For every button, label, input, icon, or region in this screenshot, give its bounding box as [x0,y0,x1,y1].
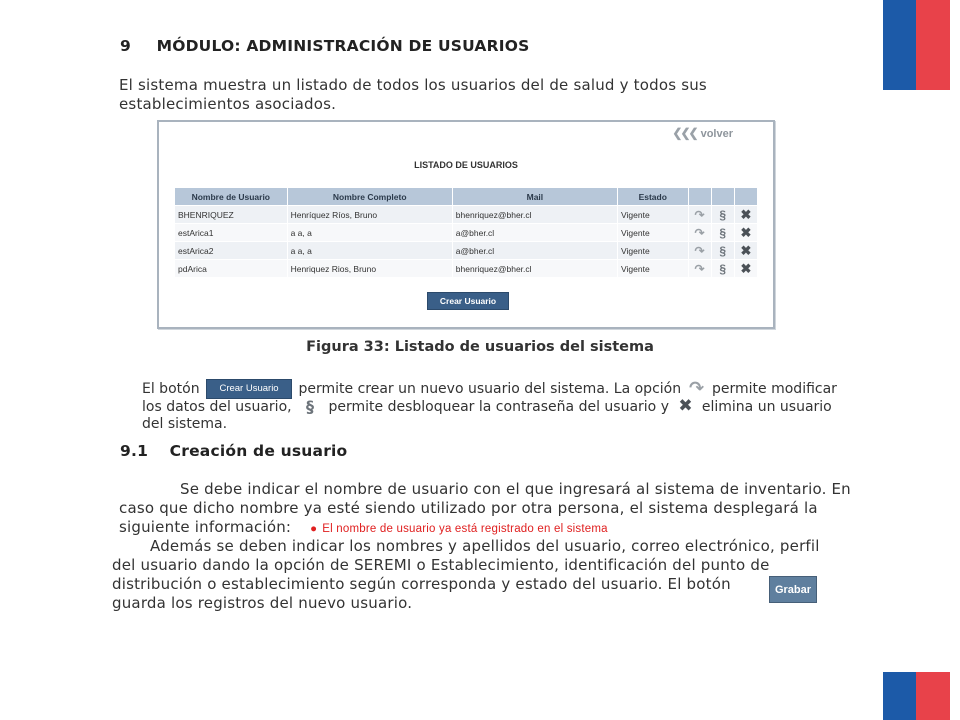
delete-icon[interactable]: ✖ [734,260,757,278]
explain-line-1: El botón Crear Usuario permite crear un nuevo usuario del sistema. La opción ↷ permite modificar [142,378,837,400]
create-user-button[interactable]: Crear Usuario [427,292,509,310]
unlock-icon-inline: § [306,397,315,416]
explain-line-2: los datos del usuario, § permite desbloquear la contraseña del usuario y ✖ elimina un usuario [142,396,832,416]
subsection-number: 9.1 [120,442,149,460]
intro-paragraph [119,76,707,114]
cell-mail: bhenriquez@bher.cl [452,206,617,224]
section-title: MÓDULO: ADMINISTRACIÓN DE USUARIOS [156,37,530,55]
delete-icon[interactable]: ✖ [734,242,757,260]
subsection-title: Creación de usuario [169,442,348,460]
list-title: LISTADO DE USUARIOS [414,160,518,170]
cell-username: estArica2 [175,242,288,260]
username-exists-error: El nombre de usuario ya está registrado en el sistema [322,523,608,535]
intro-line-1: El sistema muestra un listado de todos los usuarios del de salud y todos sus [119,76,707,94]
flag-top-blue [883,0,916,90]
cell-username: pdArica [175,260,288,278]
edit-icon-inline: ↷ [689,378,705,400]
table-row [175,260,758,278]
flag-bottom-blue [883,672,916,720]
explain-line-3: del sistema. [142,416,228,432]
error-bullet-icon: ● [310,523,318,535]
table-header-row [175,188,758,206]
unlock-icon[interactable]: § [711,242,734,260]
unlock-icon[interactable]: § [711,260,734,278]
cell-username: BHENRIQUEZ [175,206,288,224]
cell-mail: bhenriquez@bher.cl [452,260,617,278]
edit-icon[interactable]: ↷ [688,242,711,260]
back-arrows-icon: ❮❮❮ [672,126,697,140]
cell-fullname: Henriquez Rios, Bruno [287,260,452,278]
creation-paragraph-2: Además se deben indicar los nombres y apellidos del usuario, correo electrónico, perfil del usuario dando la opción de SEREMI o Establecimiento, identificación del punto de distribución o establecimiento según corresponda y estado del usuario. El botón guarda los registros del nuevo usuario. [112,537,820,612]
table-row [175,242,758,260]
unlock-icon[interactable]: § [711,224,734,242]
col-header-edit [688,188,711,206]
col-header-status: Estado [618,188,689,206]
cell-fullname: a a, a [287,242,452,260]
delete-icon[interactable]: ✖ [734,224,757,242]
users-table [174,187,758,278]
creation-paragraph-1: Se debe indicar el nombre de usuario con el que ingresará al sistema de inventario. En caso que dicho nombre ya esté siendo utilizado por otra persona, el sistema desplegará la siguiente información: ● El nombre de usuario ya está registrado en el sistema [119,480,851,536]
cell-mail: a@bher.cl [452,224,617,242]
figure-users-list [157,120,775,329]
volver-link[interactable]: ❮❮❮ volver [672,126,733,140]
subsection-heading [120,442,347,460]
intro-line-2: establecimientos asociados. [119,95,337,113]
col-header-fullname: Nombre Completo [287,188,452,206]
flag-top-red [916,0,950,90]
cell-status: Vigente [618,260,689,278]
cell-status: Vigente [618,242,689,260]
col-header-delete [734,188,757,206]
save-button: Grabar [769,576,817,603]
edit-icon[interactable]: ↷ [688,206,711,224]
figure-caption: Figura 33: Listado de usuarios del sistema [306,339,654,355]
col-header-mail: Mail [452,188,617,206]
create-user-button-inline: Crear Usuario [206,379,292,399]
unlock-icon[interactable]: § [711,206,734,224]
col-header-unlock [711,188,734,206]
table-row [175,206,758,224]
cell-status: Vigente [618,206,689,224]
table-row [175,224,758,242]
delete-icon-inline: ✖ [678,396,693,416]
cell-status: Vigente [618,224,689,242]
cell-username: estArica1 [175,224,288,242]
edit-icon[interactable]: ↷ [688,260,711,278]
section-heading [120,37,529,55]
section-number: 9 [120,37,131,55]
cell-fullname: Henríquez Ríos, Bruno [287,206,452,224]
cell-mail: a@bher.cl [452,242,617,260]
cell-fullname: a a, a [287,224,452,242]
col-header-username: Nombre de Usuario [175,188,288,206]
edit-icon[interactable]: ↷ [688,224,711,242]
flag-bottom-red [916,672,950,720]
delete-icon[interactable]: ✖ [734,206,757,224]
